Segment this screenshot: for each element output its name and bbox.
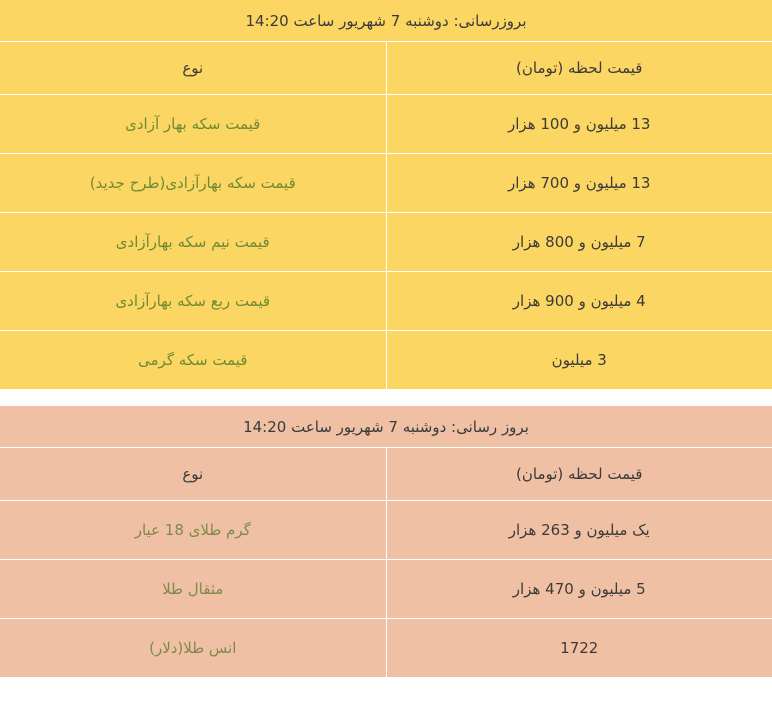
gold-table-header-type: نوع — [0, 448, 386, 501]
gold-row-price: 5 میلیون و 470 هزار — [386, 560, 772, 619]
coin-table-update-row — [0, 0, 772, 42]
gold-table-update-row — [0, 406, 772, 448]
gold-row-price: یک میلیون و 263 هزار — [386, 501, 772, 560]
table-row — [0, 619, 772, 678]
gold-row-type: گرم طلای 18 عیار — [0, 501, 386, 560]
table-row — [0, 272, 772, 331]
coin-row-price: 3 میلیون — [386, 331, 772, 390]
coin-table-header-type: نوع — [0, 42, 386, 95]
coin-row-type: قیمت سکه بهار آزادی — [0, 95, 386, 154]
coin-row-price: 13 میلیون و 700 هزار — [386, 154, 772, 213]
coin-table-update-label: بروزرسانی: دوشنبه 7 شهریور ساعت 14:20 — [0, 0, 772, 42]
coin-table-header-price: قیمت لحظه (تومان) — [386, 42, 772, 95]
table-separator — [0, 389, 772, 406]
gold-row-type: انس طلا(دلار) — [0, 619, 386, 678]
coin-row-price: 4 میلیون و 900 هزار — [386, 272, 772, 331]
gold-row-price: 1722 — [386, 619, 772, 678]
gold-table-update-label: بروز رسانی: دوشنبه 7 شهریور ساعت 14:20 — [0, 406, 772, 448]
table-row — [0, 213, 772, 272]
coin-row-type: قیمت سکه بهارآزادی(طرح جدید) — [0, 154, 386, 213]
gold-row-type: مثقال طلا — [0, 560, 386, 619]
table-row — [0, 560, 772, 619]
gold-table-header-price: قیمت لحظه (تومان) — [386, 448, 772, 501]
gold-table-header-row — [0, 448, 772, 501]
table-row — [0, 501, 772, 560]
coin-row-price: 7 میلیون و 800 هزار — [386, 213, 772, 272]
gold-price-table — [0, 406, 772, 677]
coin-row-type: قیمت ربع سکه بهارآزادی — [0, 272, 386, 331]
table-row — [0, 331, 772, 390]
coin-row-price: 13 میلیون و 100 هزار — [386, 95, 772, 154]
coin-row-type: قیمت سکه گرمی — [0, 331, 386, 390]
coin-table-header-row — [0, 42, 772, 95]
table-row — [0, 95, 772, 154]
table-row — [0, 154, 772, 213]
coin-row-type: قیمت نیم سکه بهارآزادی — [0, 213, 386, 272]
